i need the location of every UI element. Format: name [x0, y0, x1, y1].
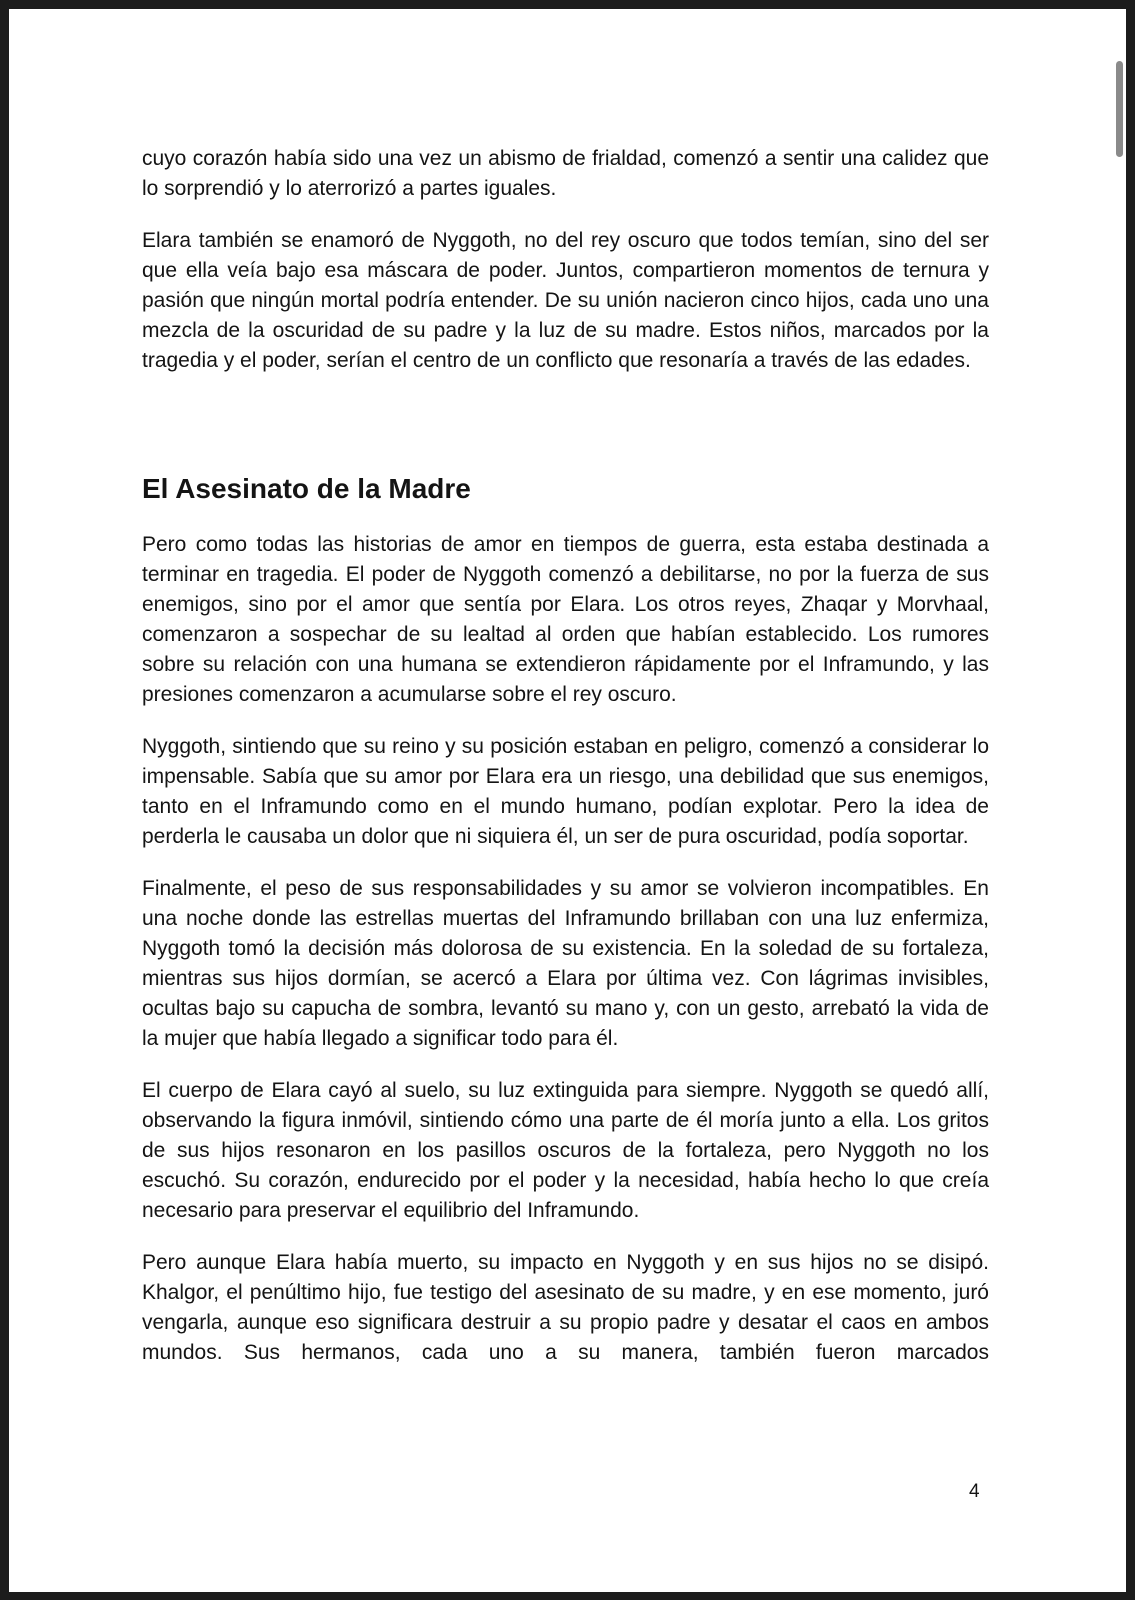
paragraph: Elara también se enamoró de Nyggoth, no del rey oscuro que todos temían, sino del ser que ella veía bajo esa máscara de poder. Juntos, compartieron momentos de ternura y pasión que ningún mortal podría entender. De su unión nacieron cinco hijos, cada uno una mezcla de la oscuridad de su padre y la luz de su madre. Estos niños, marcados por la tragedia y el poder, serían el centro de un conflicto que resonaría a través de las edades.	[142, 229, 989, 372]
section-heading: El Asesinato de la Madre	[142, 473, 471, 504]
paragraph: Nyggoth, sintiendo que su reino y su posición estaban en peligro, comenzó a considerar lo impensable. Sabía que su amor por Elara era un riesgo, una debilidad que sus enemigos, tanto en el Inframundo como en el mundo humano, podían explotar. Pero la idea de perderla le causaba un dolor que ni siquiera él, un ser de pura oscuridad, podía soportar.	[142, 735, 989, 848]
paragraph: Finalmente, el peso de sus responsabilidades y su amor se volvieron incompatibles. En una noche donde las estrellas muertas del Inframundo brillaban con una luz enfermiza, Nyggoth tomó la decisión más dolorosa de su existencia. En la soledad de su fortaleza, mientras sus hijos dormían, se acercó a Elara por última vez. Con lágrimas invisibles, ocultas bajo su capucha de sombra, levantó su mano y, con un gesto, arrebató la vida de la mujer que había llegado a significar todo para él.	[142, 877, 989, 1050]
document-page	[9, 9, 1126, 1592]
scrollbar[interactable]	[1112, 9, 1126, 1592]
scrollbar-thumb[interactable]	[1116, 61, 1123, 157]
paragraph: Pero como todas las historias de amor en tiempos de guerra, esta estaba destinada a terminar en tragedia. El poder de Nyggoth comenzó a debilitarse, no por la fuerza de sus enemigos, sino por el amor que sentía por Elara. Los otros reyes, Zhaqar y Morvhaal, comenzaron a sospechar de su lealtad al orden que habían establecido. Los rumores sobre su relación con una humana se extendieron rápidamente por el Inframundo, y las presiones comenzaron a acumularse sobre el rey oscuro.	[142, 533, 989, 706]
paragraph: cuyo corazón había sido una vez un abismo de frialdad, comenzó a sentir una calidez que lo sorprendió y lo aterrorizó a partes iguales.	[142, 147, 989, 200]
paragraph: Pero aunque Elara había muerto, su impacto en Nyggoth y en sus hijos no se disipó. Khalgor, el penúltimo hijo, fue testigo del asesinato de su madre, y en ese momento, juró vengarla, aunque eso significara destruir a su propio padre y desatar el caos en ambos mundos. Sus hermanos, cada uno a su manera, también fueron marcados	[142, 1251, 989, 1364]
paragraph: El cuerpo de Elara cayó al suelo, su luz extinguida para siempre. Nyggoth se quedó allí, observando la figura inmóvil, sintiendo cómo una parte de él moría junto a ella. Los gritos de sus hijos resonaron en los pasillos oscuros de la fortaleza, pero Nyggoth no los escuchó. Su corazón, endurecido por el poder y la necesidad, había hecho lo que creía necesario para preservar el equilibrio del Inframundo.	[142, 1079, 989, 1222]
page-number: 4	[969, 1481, 980, 1502]
page-content	[142, 144, 989, 1390]
